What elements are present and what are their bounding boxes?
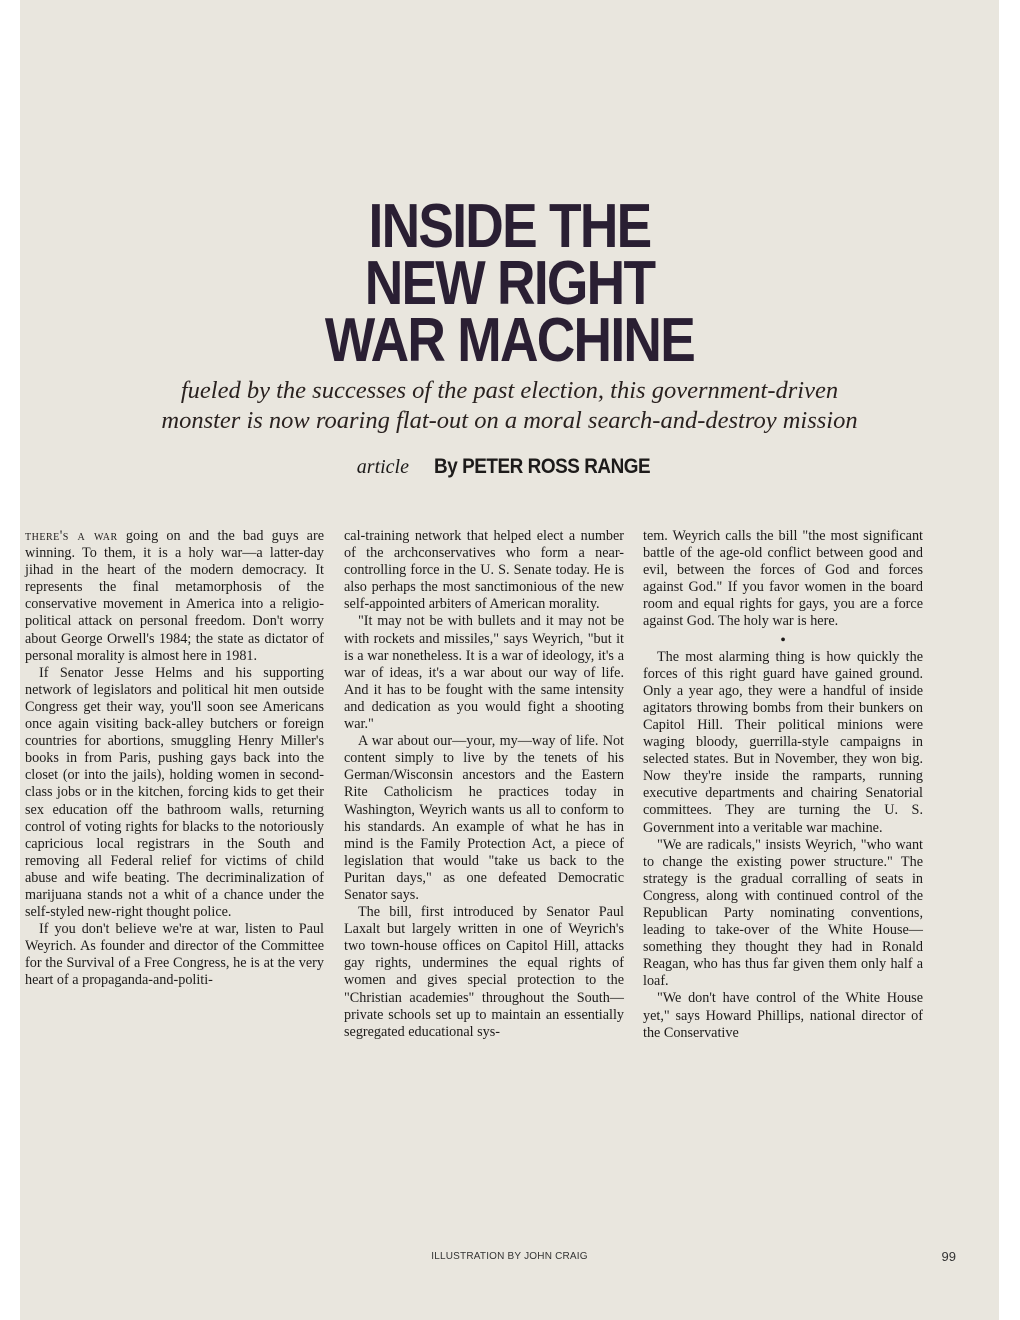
text-column-3 xyxy=(643,528,923,1042)
paragraph-text: going on and the bad guys are winning. To them, it is a holy war—a latter-day jihad in the heart of the modern democracy. It represents the final metamorphosis of the conservative movement in America into a religio-political attack on personal freedom. Don't worry about George Orwell's 1984; the state as dictator of personal morality is almost here in 1981. xyxy=(25,528,325,664)
byline-kind: article xyxy=(356,456,409,478)
byline-author: By PETER ROSS RANGE xyxy=(434,455,651,478)
page-number: 99 xyxy=(941,1249,956,1264)
illustration-credit: ILLUSTRATION BY JOHN CRAIG xyxy=(431,1251,588,1262)
title-line: NEW RIGHT xyxy=(364,249,655,318)
article-title xyxy=(89,192,931,375)
paragraph: "We don't have control of the White House yet," says Howard Phillips, national director of the Conservative xyxy=(643,990,923,1041)
paragraph: "We are radicals," insists Weyrich, "who want to change the existing power structure." The strategy is the gradual corralling of seats in Congress, along with continued control of the Republican Party nominating conventions, leading to take-over of the White House—something they thought they had in Ronald Reagan, who has thus far given them only half a loaf. xyxy=(643,836,923,990)
lead-in: there's a war xyxy=(25,528,118,544)
text-column-2 xyxy=(344,528,624,1041)
article-subtitle xyxy=(60,376,959,436)
paragraph: The bill, first introduced by Senator Paul Laxalt but largely written in one of Weyrich's two town-house offices on Capitol Hill, attacks gay rights, undermines the equal rights of women and gives special protection to the "Christian academies" throughout the South—private schools set up to maintain an essentially segregated educational sys- xyxy=(344,904,624,1040)
byline xyxy=(20,455,999,479)
section-separator: • xyxy=(780,631,786,649)
paragraph: If Senator Jesse Helms and his supporting network of legislators and political hit men outside Congress get their way, you'll soon see Americans once again visiting back-alley butchers or foreign countries for abortions, smuggling Henry Miller's books in from Paris, pushing gays back into the closet (or into the jails), holding women in second-class jobs or in the kitchen, forcing kids to get their sex education off the bathroom walls, returning control of voting rights for blacks to the notoriously capricious local registrars in the South and removing all Federal relief for victims of child abuse and wife beating. The decriminalization of marijuana stands not a whit of a chance under the self-styled new-right thought police. xyxy=(25,664,324,921)
paragraph: If you don't believe we're at war, listen to Paul Weyrich. As founder and director of the Committee for the Survival of a Free Congress, he is at the very heart of a propaganda-and-politi- xyxy=(25,921,324,989)
paragraph: A war about our—your, my—way of life. Not content simply to live by the tenets of his German/Wisconsin ancestors and the Eastern Rite Catholicism he practices today in Washington, Weyrich wants us all to conform to his standards. An example of what he has in mind is the Family Protection Act, a piece of legislation that would "take us back to the Puritan days," as one defeated Democratic Senator says. xyxy=(344,733,624,903)
paragraph: tem. Weyrich calls the bill "the most significant battle of the age-old conflict between good and evil, between the forces of God and forces against God." If you favor women in the board room and equal rights for gays, you are a force against God. The holy war is here. xyxy=(643,528,923,630)
text-column-1 xyxy=(25,528,324,990)
magazine-page xyxy=(20,0,999,1320)
paragraph xyxy=(25,528,324,665)
paragraph: cal-training network that helped elect a number of the archconservatives who form a near-controlling force in the U. S. Senate today. He is also perhaps the most sanctimonious of the new self-appointed arbiters of American morality. xyxy=(344,528,624,613)
paragraph: The most alarming thing is how quickly the forces of this right guard have gained ground. Only a year ago, they were a handful of inside agitators throwing bombs from their bunkers on Capitol Hill. Their political minions were waging bloody, guerrilla-style campaigns in selected states. But in November, they won big. Now they're inside the ramparts, running executive departments and chairing Senatorial committees. They are turning the U. S. Government into a veritable war machine. xyxy=(643,648,923,836)
title-line: WAR MACHINE xyxy=(324,306,695,375)
title-line: INSIDE THE xyxy=(368,192,651,261)
subtitle-line: monster is now roaring flat-out on a moral search-and-destroy mission xyxy=(161,407,858,434)
paragraph: "It may not be with bullets and it may not be with rockets and missiles," says Weyrich, "but it is a war nonetheless. It is a war of ideology, it's a war of ideas, it's a war about our way of life. And it has to be fought with the same intensity and dedication as you would fight a shooting war." xyxy=(344,613,624,733)
subtitle-line: fueled by the successes of the past election, this government-driven xyxy=(180,377,839,404)
